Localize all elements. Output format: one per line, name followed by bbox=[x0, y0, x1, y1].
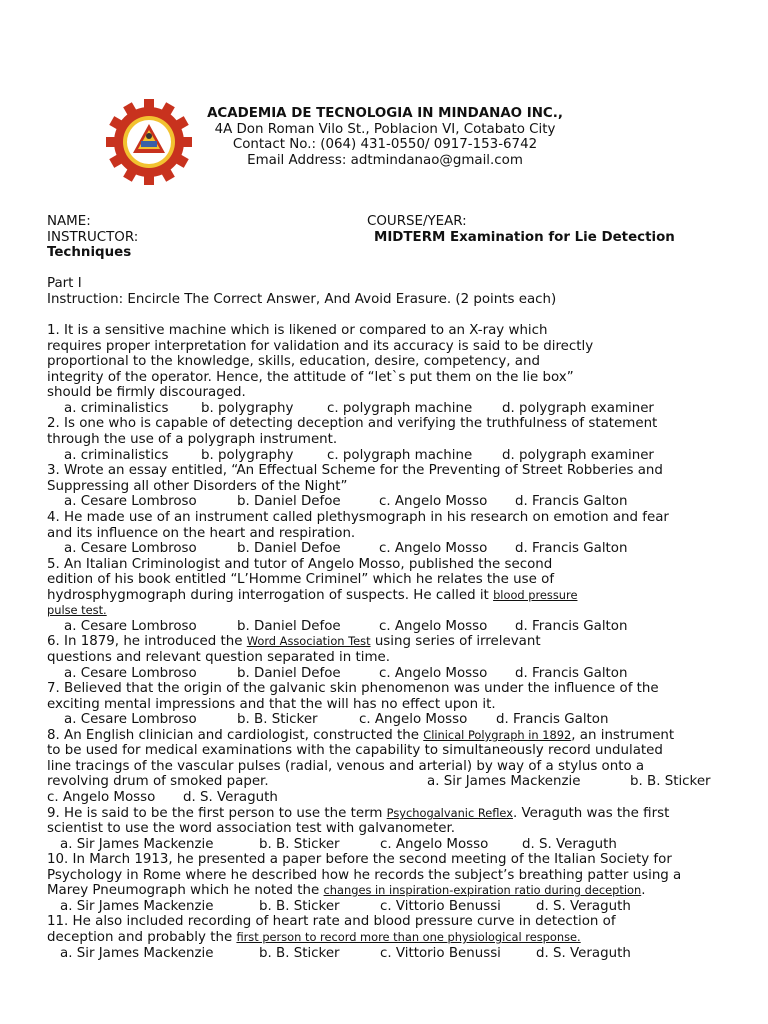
question-line: edition of his book entitled “L’Homme Criminel” which he relates the use of bbox=[47, 572, 555, 587]
question-line: and its influence on the heart and respiration. bbox=[47, 526, 356, 541]
choice-a: a. Cesare Lombroso bbox=[64, 541, 197, 556]
choice-a: a. Cesare Lombroso bbox=[64, 666, 197, 681]
question-line: exciting mental impressions and that the will has no effect upon it. bbox=[47, 697, 496, 712]
choice-a: a. Cesare Lombroso bbox=[64, 619, 197, 634]
question-line: 7. Believed that the origin of the galvanic skin phenomenon was under the influence of the bbox=[47, 681, 659, 696]
school-email: Email Address: adtmindanao@gmail.com bbox=[247, 152, 523, 168]
choice-b: b. B. Sticker bbox=[259, 946, 340, 961]
choice-c: c. polygraph machine bbox=[327, 401, 473, 416]
choice-d: d. Francis Galton bbox=[515, 541, 628, 556]
choice-d: d. S. Veraguth bbox=[536, 899, 631, 914]
question-line: 3. Wrote an essay entitled, “An Effectual Scheme for the Preventing of Street Robberies and bbox=[47, 463, 663, 478]
choice-b: b. B. Sticker bbox=[259, 899, 340, 914]
question-text: using series of irrelevant bbox=[370, 634, 541, 649]
part-label: Part I bbox=[47, 276, 82, 291]
question-text: hydrosphygmograph during interrogation of suspects. He called it bbox=[47, 588, 494, 603]
school-name: ACADEMIA DE TECNOLOGIA IN MINDANAO INC., bbox=[207, 106, 563, 121]
choice-a: a. Sir James Mackenzie bbox=[60, 946, 214, 961]
choice-c: c. polygraph machine bbox=[327, 448, 473, 463]
choice-d: d. Francis Galton bbox=[515, 666, 628, 681]
question-text: 9. He is said to be the first person to use the term bbox=[47, 806, 387, 821]
school-header bbox=[168, 106, 602, 168]
choice-a: a. criminalistics bbox=[64, 401, 169, 416]
question-text: deception and probably the bbox=[47, 930, 237, 945]
question-line: proportional to the knowledge, skills, education, desire, competency, and bbox=[47, 354, 541, 369]
choice-d: d. Francis Galton bbox=[515, 619, 628, 634]
choice-d: d. S. Veraguth bbox=[522, 837, 617, 852]
choice-b: b. B. Sticker bbox=[630, 774, 711, 789]
choice-a: a. Sir James Mackenzie bbox=[60, 837, 214, 852]
choice-c: c. Angelo Mosso bbox=[379, 666, 488, 681]
underlined-answer: changes in inspiration-expiration ratio during deception bbox=[323, 883, 642, 897]
choice-b: b. Daniel Defoe bbox=[237, 541, 341, 556]
question-line: through the use of a polygraph instrument. bbox=[47, 432, 338, 447]
underlined-answer: Clinical Polygraph in 1892 bbox=[423, 728, 572, 742]
choice-c: c. Vittorio Benussi bbox=[380, 899, 501, 914]
instructor-label: INSTRUCTOR: bbox=[47, 230, 139, 245]
question-line bbox=[47, 634, 541, 650]
underlined-answer: blood pressure bbox=[493, 588, 578, 602]
choice-d: d. polygraph examiner bbox=[502, 448, 654, 463]
choice-b: b. B. Sticker bbox=[237, 712, 318, 727]
question-line: to be used for medical examinations with the capability to simultaneously record undulated bbox=[47, 743, 663, 758]
question-line: 4. He made use of an instrument called plethysmograph in his research on emotion and fear bbox=[47, 510, 669, 525]
choice-d: d. S. Veraguth bbox=[183, 790, 278, 805]
question-text: . bbox=[641, 883, 646, 898]
choice-b: b. B. Sticker bbox=[259, 837, 340, 852]
school-contact: Contact No.: (064) 431-0550/ 0917-153-6742 bbox=[232, 137, 538, 153]
question-line: 10. In March 1913, he presented a paper before the second meeting of the Italian Society for bbox=[47, 852, 672, 867]
choice-a: a. Sir James Mackenzie bbox=[427, 774, 581, 789]
choice-c: c. Angelo Mosso bbox=[379, 541, 488, 556]
instruction-text: Instruction: Encircle The Correct Answer, And Avoid Erasure. (2 points each) bbox=[47, 292, 557, 307]
exam-title: MIDTERM Examination for Lie Detection bbox=[374, 230, 675, 245]
question-line: should be firmly discouraged. bbox=[47, 385, 246, 400]
question-text: 8. An English clinician and cardiologist, constructed the bbox=[47, 728, 424, 743]
question-text: 6. In 1879, he introduced the bbox=[47, 634, 247, 649]
choice-c: c. Angelo Mosso bbox=[380, 837, 489, 852]
choice-c: c. Angelo Mosso bbox=[359, 712, 468, 727]
school-address: 4A Don Roman Vilo St., Poblacion VI, Cotabato City bbox=[214, 121, 556, 137]
exam-title-cont: Techniques bbox=[47, 245, 132, 260]
question-line: 1. It is a sensitive machine which is likened or compared to an X-ray which bbox=[47, 323, 548, 338]
choice-c: c. Angelo Mosso bbox=[379, 494, 488, 509]
choice-a: a. criminalistics bbox=[64, 448, 169, 463]
choice-b: b. polygraphy bbox=[201, 401, 294, 416]
question-line: line tracings of the vascular pulses (radial, venous and arterial) by way of a stylus onto a bbox=[47, 759, 645, 774]
choice-b: b. Daniel Defoe bbox=[237, 619, 341, 634]
question-line: scientist to use the word association test with galvanometer. bbox=[47, 821, 456, 836]
choice-a: a. Sir James Mackenzie bbox=[60, 899, 214, 914]
question-text: , an instrument bbox=[571, 728, 675, 743]
choice-c: c. Angelo Mosso bbox=[47, 790, 156, 805]
question-line bbox=[47, 588, 577, 604]
question-line: integrity of the operator. Hence, the attitude of “let`s put them on the lie box” bbox=[47, 370, 574, 385]
choice-b: b. polygraphy bbox=[201, 448, 294, 463]
choice-d: d. Francis Galton bbox=[496, 712, 609, 727]
choice-c: c. Vittorio Benussi bbox=[380, 946, 501, 961]
question-line: revolving drum of smoked paper. bbox=[47, 774, 269, 789]
choice-a: a. Cesare Lombroso bbox=[64, 712, 197, 727]
question-line bbox=[47, 930, 581, 946]
question-text: . Veraguth was the first bbox=[512, 806, 670, 821]
choice-a: a. Cesare Lombroso bbox=[64, 494, 197, 509]
question-line bbox=[47, 806, 669, 822]
name-label: NAME: bbox=[47, 214, 91, 229]
question-text: Marey Pneumograph which he noted the bbox=[47, 883, 324, 898]
question-line: Suppressing all other Disorders of the Night” bbox=[47, 479, 348, 494]
question-line bbox=[47, 728, 674, 744]
choice-d: d. S. Veraguth bbox=[536, 946, 631, 961]
question-line: 2. Is one who is capable of detecting deception and verifying the truthfulness of statement bbox=[47, 416, 658, 431]
choice-b: b. Daniel Defoe bbox=[237, 666, 341, 681]
question-line: requires proper interpretation for validation and its accuracy is said to be directly bbox=[47, 339, 594, 354]
choice-d: d. polygraph examiner bbox=[502, 401, 654, 416]
choice-b: b. Daniel Defoe bbox=[237, 494, 341, 509]
underlined-answer: first person to record more than one physiological response. bbox=[236, 930, 581, 944]
question-line: 5. An Italian Criminologist and tutor of Angelo Mosso, published the second bbox=[47, 557, 553, 572]
question-line: 11. He also included recording of heart rate and blood pressure curve in detection of bbox=[47, 914, 616, 929]
question-line: Psychology in Rome where he described how he records the subject’s breathing patter using a bbox=[47, 868, 682, 883]
underlined-answer: Word Association Test bbox=[246, 634, 371, 648]
course-year-label: COURSE/YEAR: bbox=[367, 214, 467, 229]
choice-d: d. Francis Galton bbox=[515, 494, 628, 509]
question-line: questions and relevant question separated in time. bbox=[47, 650, 391, 665]
underlined-answer: Psychogalvanic Reflex bbox=[386, 806, 513, 820]
question-line bbox=[47, 883, 645, 899]
choice-c: c. Angelo Mosso bbox=[379, 619, 488, 634]
underlined-answer: pulse test. bbox=[47, 603, 107, 617]
